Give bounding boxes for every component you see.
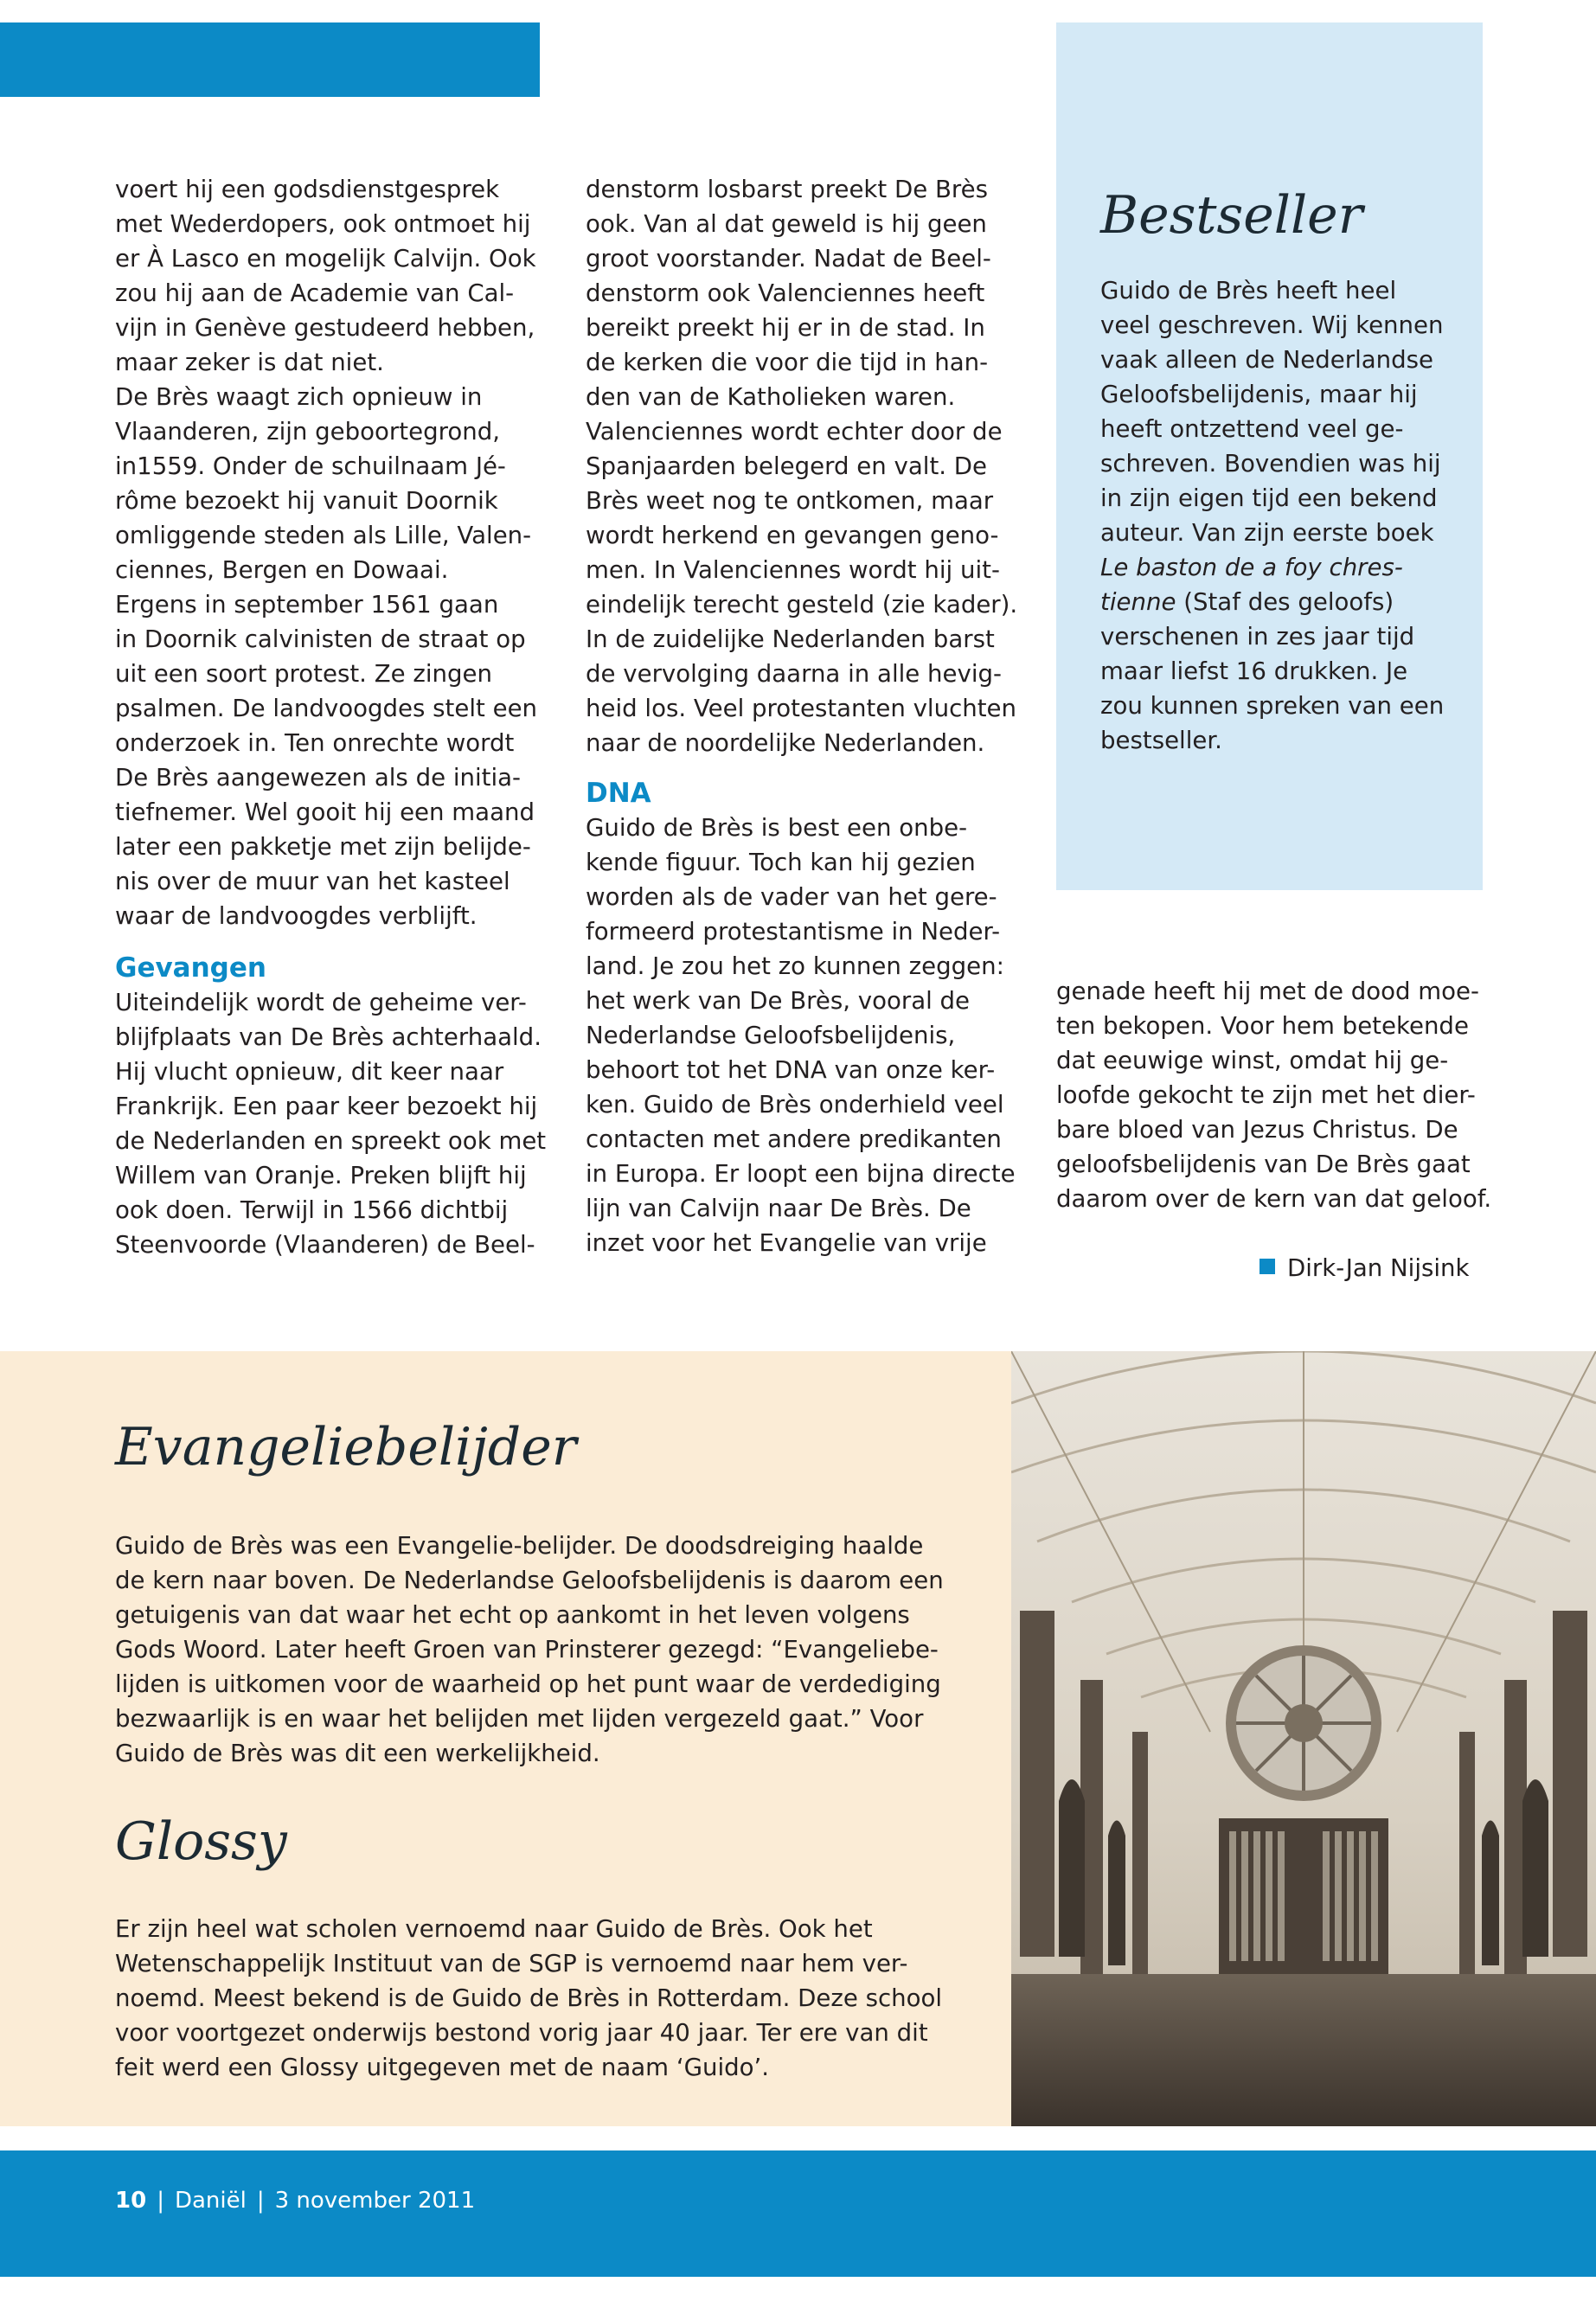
text-line: voert hij een godsdienstgesprek [115,175,500,203]
byline-square-icon [1259,1259,1275,1274]
text-line: lijn van Calvijn naar De Brès. De [586,1194,971,1222]
text-line: maar zeker is dat niet. [115,348,384,376]
text-line: De Brès waagt zich opnieuw in [115,382,483,411]
text-line: daarom over de kern van dat geloof. [1056,1184,1492,1213]
text-line: feit werd een Glossy uitgegeven met de naam ‘Guido’. [115,2053,770,2081]
text-line: schreven. Bovendien was hij [1100,449,1441,478]
text-line: men. In Valenciennes wordt hij uit- [586,555,1000,584]
text-line: Vlaanderen, zijn geboortegrond, [115,417,500,445]
text-line: verschenen in zes jaar tijd [1100,622,1415,651]
article-column-2 [586,172,1017,1260]
text-line: voor voortgezet onderwijs bestond vorig jaar 40 jaar. Ter ere van dit [115,2018,928,2047]
text-line: zou hij aan de Academie van Cal- [115,279,515,307]
text-line: Brès weet nog te ontkomen, maar [586,486,994,515]
text-line: onderzoek in. Ten onrechte wordt [115,728,515,757]
column-2-paragraphs-continued [586,811,1017,1260]
text-line: worden als de vader van het gere- [586,882,997,911]
text-line: omliggende steden als Lille, Valen- [115,521,532,549]
article-column-3 [1056,974,1491,1216]
text-line: land. Je zou het zo kunnen zeggen: [586,952,1004,980]
subheading-dna: DNA [586,778,651,809]
sidebar-title: Bestseller [1100,185,1363,246]
text-line: wordt herkend en gevangen geno- [586,521,999,549]
text-line: de kerken die voor die tijd in han- [586,348,989,376]
text-line: in zijn eigen tijd een bekend [1100,484,1438,512]
text-line: inzet voor het Evangelie van vrije [586,1228,987,1257]
column-1-paragraphs-continued [115,985,546,1262]
author-byline [1259,1251,1470,1285]
text-line: Guido de Brès was een Evangelie-belijder. De doodsdreiging haalde [115,1531,924,1560]
text-line: Valenciennes wordt echter door de [586,417,1003,445]
text-line: de Nederlanden en spreekt ook met [115,1126,547,1155]
text-line: nis over de muur van het kasteel [115,867,510,895]
panel-paragraph-1 [115,1529,944,1771]
book-title-translation: (Staf des geloofs) [1176,587,1394,616]
text-line: er À Lasco en mogelijk Calvijn. Ook [115,244,536,272]
text-line: het werk van De Brès, vooral de [586,986,971,1015]
sidebar-box-bestseller [1056,22,1483,890]
text-line: Nederlandse Geloofsbelijdenis, [586,1021,956,1049]
text-line: tiefnemer. Wel gooit hij een maand [115,798,535,826]
text-line: Hij vlucht opnieuw, dit keer naar [115,1057,504,1086]
text-line: bestseller. [1100,726,1222,754]
text-line: ook doen. Terwijl in 1566 dichtbij [115,1195,509,1224]
subheading-gevangen: Gevangen [115,952,266,984]
text-line: ciennes, Bergen en Dowaai. [115,555,449,584]
text-line: Willem van Oranje. Preken blijft hij [115,1161,527,1189]
magazine-name: Daniël [174,2188,247,2214]
sidebar-lines-end [1100,619,1444,758]
text-line: In de zuidelijke Nederlanden barst [586,625,995,653]
text-line: uit een soort protest. Ze zingen [115,659,492,688]
text-line: Guido de Brès was dit een werkelijkheid. [115,1739,600,1767]
sidebar-lines [1100,273,1444,550]
text-line: maar liefst 16 drukken. Je [1100,657,1408,685]
panel-title-glossy: Glossy [115,1811,287,1872]
text-line: Ergens in september 1561 gaan [115,590,499,619]
text-line: ten bekopen. Voor hem betekende [1056,1011,1469,1040]
text-line: de vervolging daarna in alle hevig- [586,659,1002,688]
text-line: in1559. Onder de schuilnaam Jé- [115,452,506,480]
text-line: auteur. Van zijn eerste boek [1100,518,1434,547]
text-line: getuigenis van dat waar het echt op aankomt in het leven volgens [115,1600,910,1629]
text-line: Steenvoorde (Vlaanderen) de Beel- [115,1230,535,1259]
text-line: denstorm losbarst preekt De Brès [586,175,989,203]
text-line: Spanjaarden belegerd en valt. De [586,452,988,480]
text-line: contacten met andere predikanten [586,1125,1002,1153]
text-line: heid los. Veel protestanten vluchten [586,694,1017,722]
column-1-paragraphs [115,172,546,933]
text-line: waar de landvoogdes verblijft. [115,901,478,930]
text-line: psalmen. De landvoogdes stelt een [115,694,538,722]
text-line: De Brès aangewezen als de initia- [115,763,522,792]
text-line: zou kunnen spreken van een [1100,691,1445,720]
text-line: bezwaarlijk is en waar het belijden met lijden vergezeld gaat.” Voor [115,1704,924,1733]
text-line: behoort tot het DNA van onze ker- [586,1055,996,1084]
text-line: denstorm ook Valenciennes heeft [586,279,985,307]
text-line: lijden is uitkomen voor de waarheid op het punt waar de verdediging [115,1670,941,1698]
book-title-italic: tienne [1100,587,1176,616]
text-line: rôme bezoekt hij vanuit Doornik [115,486,498,515]
page-number: 10 [115,2188,147,2214]
book-title-line-2 [1100,585,1444,619]
footer-separator-2: | [256,2188,265,2214]
column-2-paragraphs [586,172,1017,760]
text-line: bereikt preekt hij er in de stad. In [586,313,985,342]
text-line: Geloofsbelijdenis, maar hij [1100,380,1418,408]
text-line: Guido de Brès heeft heel [1100,276,1397,304]
text-line: formeerd protestantisme in Neder- [586,917,1001,945]
text-line: met Wederdopers, ook ontmoet hij [115,209,531,238]
text-line: ook. Van al dat geweld is hij geen [586,209,987,238]
text-line: den van de Katholieken waren. [586,382,956,411]
panel-paragraph-2 [115,1912,942,2085]
text-line: dat eeuwige winst, omdat hij ge- [1056,1046,1449,1074]
text-line: ken. Guido de Brès onderhield veel [586,1090,1004,1118]
author-name: Dirk-Jan Nijsink [1287,1253,1470,1282]
text-line: bare bloed van Jezus Christus. De [1056,1115,1458,1144]
text-line: eindelijk terecht gesteld (zie kader). [586,590,1018,619]
text-line: Gods Woord. Later heeft Groen van Prinsterer gezegd: “Evangeliebe- [115,1635,939,1663]
spacer [115,933,546,951]
text-line: Guido de Brès is best een onbe- [586,813,968,842]
text-line: vaak alleen de Nederlandse [1100,345,1434,374]
text-line: later een pakketje met zijn belijde- [115,832,531,861]
book-title-line: Le baston de a foy chres- [1100,553,1403,581]
text-line: blijfplaats van De Brès achterhaald. [115,1022,542,1051]
text-line: Uiteindelijk wordt de geheime ver- [115,988,527,1016]
text-line: loofde gekocht te zijn met het dier- [1056,1080,1476,1109]
issue-date: 3 november 2011 [274,2188,476,2214]
text-line: genade heeft hij met de dood moe- [1056,977,1479,1005]
text-line: veel geschreven. Wij kennen [1100,311,1444,339]
text-line: in Doornik calvinisten de straat op [115,625,526,653]
text-line: Wetenschappelijk Instituut van de SGP is vernoemd naar hem ver- [115,1949,908,1977]
article-column-1 [115,172,546,1262]
text-line: Er zijn heel wat scholen vernoemd naar Guido de Brès. Ook het [115,1914,873,1943]
text-line: kende figuur. Toch kan hij gezien [586,848,976,876]
footer-separator: | [157,2188,164,2214]
text-line: de kern naar boven. De Nederlandse Geloofsbelijdenis is daarom een [115,1566,944,1594]
text-line: vijn in Genève gestudeerd hebben, [115,313,535,342]
sidebar-text [1100,273,1444,758]
text-line: Frankrijk. Een paar keer bezoekt hij [115,1092,538,1120]
text-line: noemd. Meest bekend is de Guido de Brès in Rotterdam. Deze school [115,1984,943,2012]
text-line: in Europa. Er loopt een bijna directe [586,1159,1016,1188]
panel-title-evangeliebelijder: Evangeliebelijder [115,1417,577,1477]
text-line: groot voorstander. Nadat de Beel- [586,244,991,272]
text-line: geloofsbelijdenis van De Brès gaat [1056,1150,1471,1178]
text-line: heeft ontzettend veel ge- [1100,414,1404,443]
cathedral-interior-photo [1011,1351,1596,2126]
text-line: naar de noordelijke Nederlanden. [586,728,985,757]
footer-text [115,2183,475,2218]
top-accent-bar [0,22,540,97]
